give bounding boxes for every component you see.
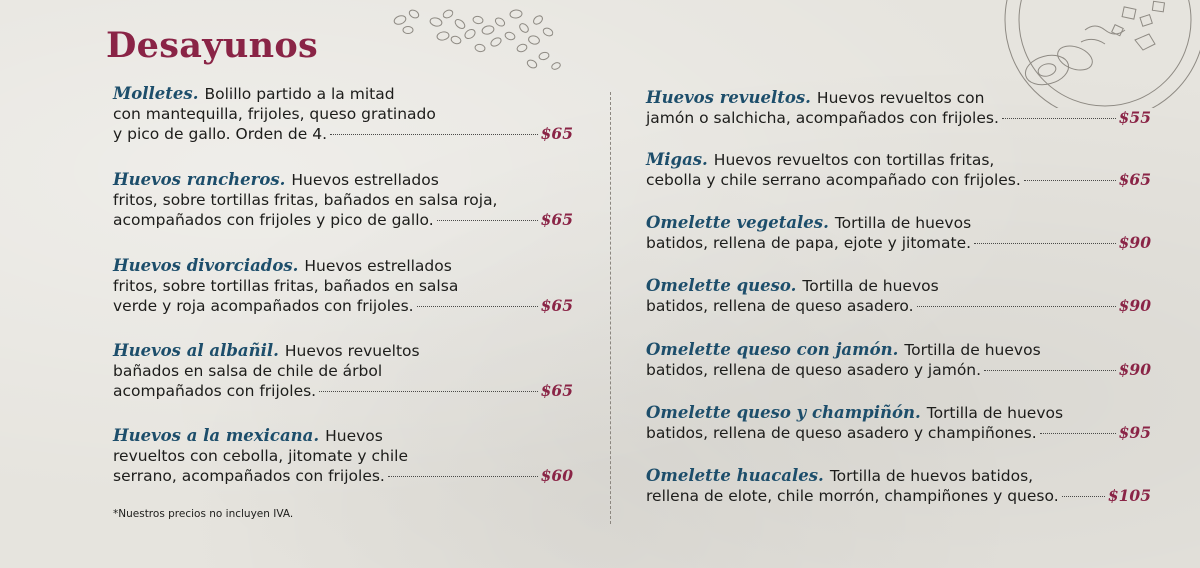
menu-item-line	[646, 403, 1151, 423]
menu-item-description: y pico de gallo. Orden de 4.	[113, 125, 328, 143]
menu-item-line	[646, 88, 1151, 108]
menu-item-line	[646, 466, 1151, 486]
menu-item-name: Huevos divorciados.	[113, 256, 299, 275]
menu-item-description: acompañados con frijoles y pico de gallo.	[113, 211, 434, 229]
menu-item-description: jamón o salchicha, acompañados con frijoles.	[646, 109, 999, 127]
price-leader-dots	[319, 391, 538, 392]
menu-item-line	[113, 210, 573, 230]
menu-item-description: Huevos estrellados	[291, 171, 439, 189]
menu-item-description: batidos, rellena de queso asadero.	[646, 297, 914, 315]
menu-item-price: $95	[1118, 423, 1151, 442]
menu-item-line	[113, 361, 573, 381]
price-leader-dots	[1040, 433, 1116, 434]
menu-item-name: Huevos revueltos.	[646, 88, 811, 107]
menu-item	[646, 88, 1151, 128]
menu-item-description: Tortilla de huevos	[802, 277, 939, 295]
menu-item-description: batidos, rellena de queso asadero y jamón.	[646, 361, 982, 379]
menu-item-description: Tortilla de huevos	[834, 214, 972, 232]
menu-item-name: Huevos al albañil.	[113, 341, 279, 360]
menu-item-name: Huevos a la mexicana.	[113, 426, 320, 445]
price-leader-dots	[388, 476, 538, 477]
menu-item	[113, 426, 573, 486]
menu-item-line	[646, 108, 1151, 128]
menu-item-description: Huevos estrellados	[304, 257, 452, 275]
price-leader-dots	[330, 134, 538, 135]
menu-item-line	[646, 276, 1151, 296]
menu-item-line	[646, 213, 1151, 233]
menu-item-price: $90	[1118, 360, 1151, 379]
menu-item-line	[646, 340, 1151, 360]
column-divider	[610, 92, 611, 524]
menu-item-line	[113, 84, 573, 104]
menu-item-price: $65	[540, 124, 573, 143]
menu-item	[113, 341, 573, 401]
menu-item-line	[646, 486, 1151, 506]
price-leader-dots	[984, 370, 1116, 371]
menu-item-price: $65	[540, 210, 573, 229]
menu-item-line	[646, 170, 1151, 190]
menu-item-line	[113, 466, 573, 486]
menu-item-description: fritos, sobre tortillas fritas, bañados en salsa	[113, 277, 459, 295]
menu-item-line	[113, 341, 573, 361]
menu-item-price: $65	[540, 296, 573, 315]
menu-item-description: batidos, rellena de queso asadero y champiñones.	[646, 424, 1037, 442]
menu-item-description: bañados en salsa de chile de árbol	[113, 362, 383, 380]
menu-item-name: Omelette vegetales.	[646, 213, 829, 232]
menu-item-line	[646, 150, 1151, 170]
menu-item-name: Omelette queso.	[646, 276, 797, 295]
menu-item	[646, 150, 1151, 190]
menu-item-name: Molletes.	[113, 84, 199, 103]
menu-item	[646, 276, 1151, 316]
menu-item-description: Huevos	[325, 427, 383, 445]
price-leader-dots	[974, 243, 1116, 244]
menu-item-description: Huevos revueltos	[284, 342, 420, 360]
menu-item-price: $55	[1118, 108, 1151, 127]
menu-item-line	[113, 104, 573, 124]
menu-item	[646, 403, 1151, 443]
beans-illustration-icon	[388, 0, 568, 80]
menu-item-description: rellena de elote, chile morrón, champiñones y queso.	[646, 487, 1059, 505]
menu-item	[646, 466, 1151, 506]
menu-item-description: Huevos revueltos con	[816, 89, 985, 107]
price-leader-dots	[417, 306, 538, 307]
menu-item	[113, 84, 573, 144]
menu-item	[646, 340, 1151, 380]
menu-item-line	[113, 446, 573, 466]
price-leader-dots	[1024, 180, 1116, 181]
menu-item-description: Bolillo partido a la mitad	[204, 85, 395, 103]
menu-item-description: Tortilla de huevos batidos,	[829, 467, 1034, 485]
menu-item-line	[113, 426, 573, 446]
menu-item-line	[113, 381, 573, 401]
menu-item-description: revueltos con cebolla, jitomate y chile	[113, 447, 408, 465]
menu-item-description: Huevos revueltos con tortillas fritas,	[713, 151, 995, 169]
menu-item-line	[646, 423, 1151, 443]
menu-item-description: Tortilla de huevos	[904, 341, 1041, 359]
menu-item-description: fritos, sobre tortillas fritas, bañados en salsa roja,	[113, 191, 498, 209]
menu-item-name: Omelette queso y champiñón.	[646, 403, 921, 422]
price-leader-dots	[917, 306, 1116, 307]
menu-item-price: $90	[1118, 233, 1151, 252]
menu-item-description: Tortilla de huevos	[926, 404, 1064, 422]
menu-item-line	[113, 296, 573, 316]
menu-item-description: acompañados con frijoles.	[113, 382, 317, 400]
menu-item-name: Migas.	[646, 150, 708, 169]
menu-item-line	[646, 360, 1151, 380]
menu-item-line	[646, 296, 1151, 316]
menu-item-description: cebolla y chile serrano acompañado con frijoles.	[646, 171, 1021, 189]
menu-item-name: Omelette huacales.	[646, 466, 824, 485]
menu-item-price: $105	[1107, 486, 1151, 505]
menu-item-name: Omelette queso con jamón.	[646, 340, 899, 359]
menu-item-line	[113, 124, 573, 144]
menu-item-price: $60	[540, 466, 573, 485]
price-leader-dots	[437, 220, 538, 221]
menu-item-description: con mantequilla, frijoles, queso gratinado	[113, 105, 436, 123]
menu-item-description: serrano, acompañados con frijoles.	[113, 467, 385, 485]
menu-item-line	[113, 190, 573, 210]
price-leader-dots	[1002, 118, 1116, 119]
menu-item-line	[113, 256, 573, 276]
menu-item-line	[646, 233, 1151, 253]
price-leader-dots	[1062, 496, 1105, 497]
menu-item-description: verde y roja acompañados con frijoles.	[113, 297, 414, 315]
menu-item-description: batidos, rellena de papa, ejote y jitomate.	[646, 234, 972, 252]
menu-item-price: $65	[1118, 170, 1151, 189]
menu-item-price: $90	[1118, 296, 1151, 315]
menu-item	[113, 170, 573, 230]
tax-footnote: *Nuestros precios no incluyen IVA.	[113, 508, 294, 520]
menu-item	[646, 213, 1151, 253]
menu-title: Desayunos	[106, 25, 318, 66]
menu-item-line	[113, 170, 573, 190]
menu-item	[113, 256, 573, 316]
menu-item-price: $65	[540, 381, 573, 400]
menu-item-line	[113, 276, 573, 296]
menu-item-name: Huevos rancheros.	[113, 170, 286, 189]
